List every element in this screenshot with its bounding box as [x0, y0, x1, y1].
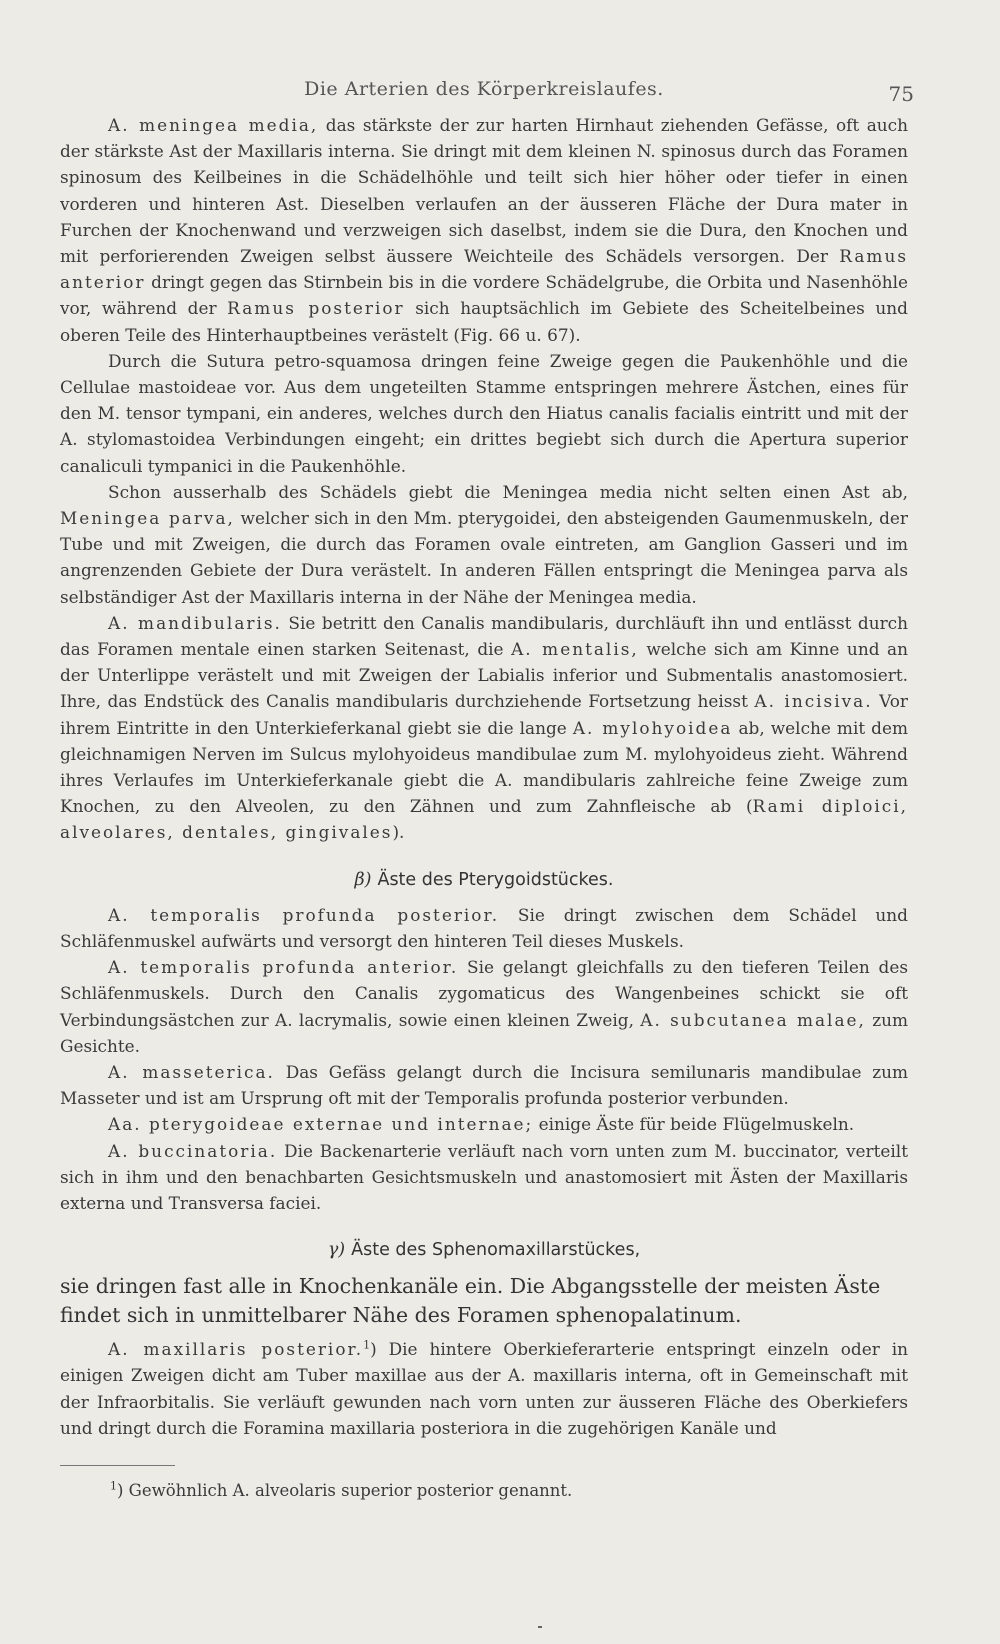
- paragraph-mandibularis: [60, 610, 908, 846]
- section-heading-sphenomaxillar: [60, 1240, 908, 1260]
- paragraph-text: dringt gegen das Stirnbein bis in die vordere Schädelgrube, die Orbita und Nasenhöhle vor, während der: [60, 272, 908, 319]
- print-speck: [538, 1626, 542, 1628]
- footnote-ref: 1: [363, 1338, 371, 1352]
- paragraph-sutura: [60, 348, 908, 479]
- section-intro: sie dringen fast alle in Knochenkanäle ein. Die Abgangsstelle der meisten Äste findet sich in unmittelbarer Nähe des Foramen sphenopalatinum.: [60, 1274, 881, 1328]
- term: A. temporalis profunda posterior.: [108, 904, 500, 925]
- paragraph-text: ) Die hintere Oberkieferarterie entspringt einzeln oder in einigen Zweigen dicht am Tuber maxillae aus der A. maxillaris interna, oft in Gemeinschaft mit der Infraorbitalis. Sie verläuft gewunden nach vorn unten zur äusseren Fläche des Oberkiefers und dringt durch die Foramina maxillaria posteriora in die zugehörigen Kanäle und: [60, 1339, 908, 1438]
- paragraph-text: Sie betritt den Canalis mandibularis, durchläuft ihn und entlässt durch das Foramen mentale einen starken Seitenast, die: [60, 612, 908, 660]
- term: Rami diploici, alveolares, dentales, gingivales: [60, 796, 908, 843]
- term: A. incisiva.: [754, 691, 873, 712]
- term: A. meningea media,: [108, 115, 319, 135]
- section-marker: γ): [327, 1240, 346, 1261]
- paragraph-pterygoideae: [60, 1111, 908, 1137]
- paragraph-temporalis-anterior: [60, 954, 908, 1059]
- paragraph-text: Vor ihrem Eintritte in den Unterkieferkanal giebt sie die lange: [60, 691, 908, 738]
- section-heading-pterygoid: [60, 870, 908, 890]
- paragraph-text: Das Gefäss gelangt durch die Incisura semilunaris mandibulae zum Masseter und ist am Ursprung oft mit der Temporalis profunda posterior verbunden.: [60, 1061, 909, 1109]
- paragraph-text: Sie dringt zwischen dem Schädel und Schläfenmuskel aufwärts und versorgt den hinteren Teil dieses Muskels.: [60, 904, 908, 951]
- section-title: Äste des Sphenomaxillarstückes,: [351, 1240, 641, 1261]
- paragraph-text: zum Gesichte.: [60, 1009, 908, 1056]
- term: A. buccinatoria.: [108, 1140, 278, 1161]
- paragraph-text: das stärkste der zur harten Hirnhaut ziehenden Gefässe, oft auch der stärkste Ast der Maxillaris interna. Sie dringt mit dem kleinen N. spinosus durch das Foramen spinosum des Keilbeines in die Schädelhöhle und teilt sich hier höher oder tiefer in einen vorderen und hinteren Ast. Dieselben verlaufen an der äusseren Fläche der Dura mater in Furchen der Knochenwand und verzweigen sich daselbst, indem sie die Dura, den Knochen und mit perforierenden Zweigen selbst äussere Weichteile des Schädels versorgen. Der: [60, 115, 908, 267]
- paragraph-maxillaris-posterior: [60, 1336, 908, 1441]
- paragraph-meningea-parva: [60, 479, 908, 610]
- paragraph-masseterica: [60, 1059, 908, 1111]
- term: A. maxillaris posterior.: [108, 1339, 364, 1360]
- paragraph-text: Die Backenarterie verläuft nach vorn unten zum M. buccinator, verteilt sich in ihm und den benachbarten Gesichtsmuskeln und anastomosiert mit Ästen der Maxillaris externa und Transversa faciei.: [60, 1140, 908, 1213]
- paragraph-text: welcher sich in den Mm. pterygoidei, den absteigenden Gaumenmuskeln, der Tube und mit Zweigen, die durch das Foramen ovale eintreten, am Ganglion Gasseri und im angrenzenden Gebiete der Dura verästelt. In anderen Fällen entspringt die Meningea parva als selbständiger Ast der Maxillaris interna in der Nähe der Meningea media.: [60, 508, 908, 607]
- term: Aa. pterygoideae externae und internae;: [108, 1114, 534, 1135]
- term: Ramus anterior: [60, 246, 908, 293]
- footnote-marker: 1: [110, 1479, 117, 1493]
- page-number: 75: [888, 82, 914, 106]
- term: A. mentalis,: [511, 639, 639, 660]
- paragraph-text: Sie gelangt gleichfalls zu den tieferen Teilen des Schläfenmuskels. Durch den Canalis zygomaticus des Wangenbeines schickt sie oft Verbindungsästchen zur A. lacrymalis, sowie einen kleinen Zweig,: [60, 957, 908, 1030]
- paragraph-text: ab, welche mit dem gleichnamigen Nerven im Sulcus mylohyoideus mandibulae zum M. mylohyoideus zieht. Während ihres Verlaufes im Unterkieferkanale giebt die A. mandibularis zahlreiche feine Zweige zum Knochen, zu den Alveolen, zu den Zähnen und zum Zahnfleische ab (: [60, 717, 908, 817]
- paragraph-text: Schon ausserhalb des Schädels giebt die Meningea media nicht selten einen Ast ab,: [108, 481, 908, 502]
- term: A. masseterica.: [108, 1061, 275, 1082]
- paragraph-text: einige Äste für beide Flügelmuskeln.: [533, 1114, 855, 1135]
- page-header: [60, 78, 914, 112]
- paragraph-text: ).: [392, 822, 405, 843]
- term: Ramus posterior: [227, 298, 405, 319]
- paragraph-buccinatoria: [60, 1138, 908, 1217]
- term: A. mandibularis.: [108, 612, 282, 633]
- term: A. subcutanea malae,: [640, 1009, 866, 1030]
- section-title: Äste des Pterygoidstückes.: [377, 869, 614, 890]
- paragraph-meningea-media: [60, 112, 908, 348]
- paragraph-temporalis-posterior: [60, 902, 908, 954]
- term: A. mylohyoidea: [572, 717, 733, 738]
- paragraph-text: Durch die Sutura petro-squamosa dringen feine Zweige gegen die Paukenhöhle und die Cellulae mastoideae vor. Aus dem ungeteilten Stamme entspringen mehrere Ästchen, eines für den M. tensor tympani, ein anderes, welches durch den Hiatus canalis facialis eintritt und mit der A. stylomastoidea Verbindungen eingeht; ein drittes begiebt sich durch die Apertura superior canaliculi tympanici in die Paukenhöhle.: [60, 350, 908, 476]
- footnote: [60, 1480, 908, 1502]
- section-marker: β): [354, 869, 372, 890]
- footnote-text: ) Gewöhnlich A. alveolaris superior posterior genannt.: [117, 1480, 573, 1500]
- paragraph-text: welche sich am Kinne und an der Unterlippe verästelt und mit Zweigen der Labialis inferior und Submentalis anastomosiert. Ihre, das Endstück des Canalis mandibularis durchziehende Fortsetzung heisst: [60, 639, 908, 712]
- running-title: Die Arterien des Körperkreislaufes.: [304, 78, 664, 100]
- term: Meningea parva,: [60, 508, 235, 529]
- term: A. temporalis profunda anterior.: [108, 957, 459, 978]
- footnote-divider: [60, 1465, 175, 1466]
- paragraph-text: sich hauptsächlich im Gebiete des Scheitelbeines und oberen Teile des Hinterhauptbeines verästelt (Fig. 66 u. 67).: [60, 298, 908, 345]
